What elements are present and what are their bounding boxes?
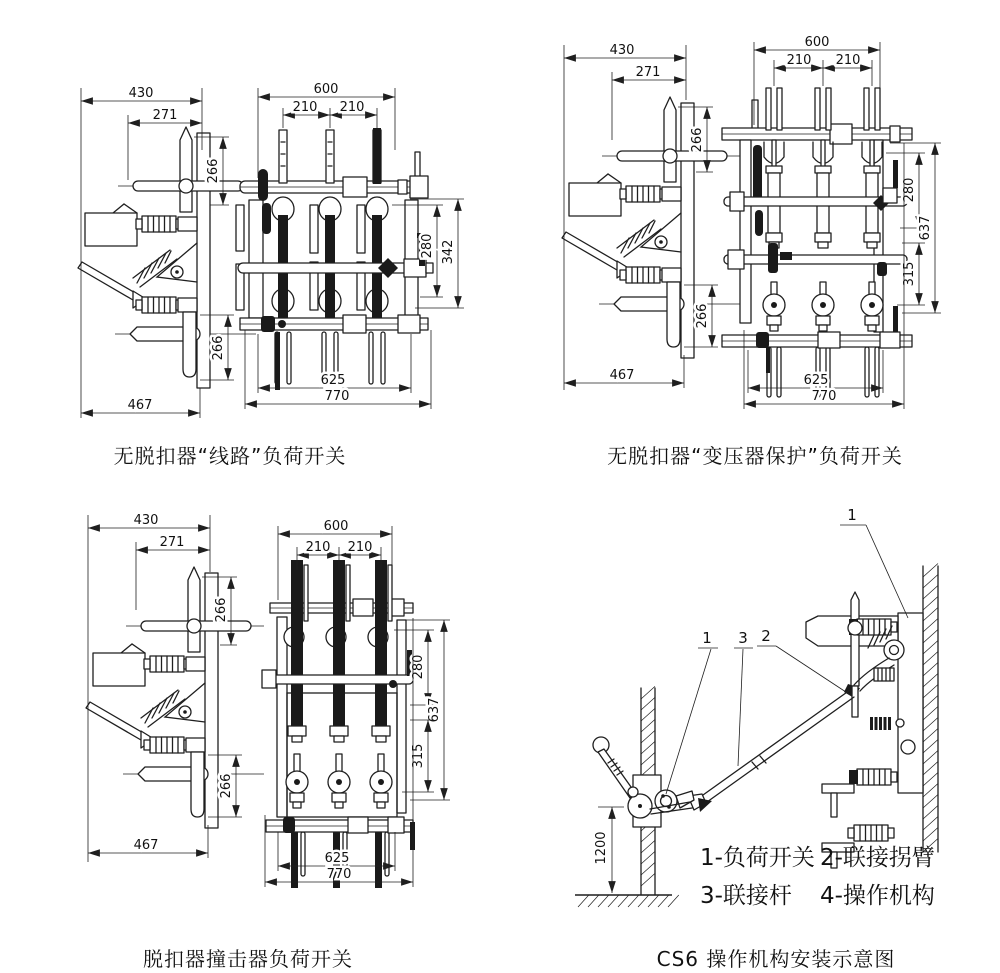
svg-text:467: 467 bbox=[133, 838, 159, 853]
svg-text:315: 315 bbox=[411, 743, 426, 769]
svg-text:266: 266 bbox=[219, 773, 234, 799]
svg-text:210: 210 bbox=[347, 540, 373, 555]
svg-text:266: 266 bbox=[690, 127, 705, 153]
dim-label-342: 342 bbox=[441, 239, 456, 265]
front-view bbox=[722, 88, 912, 397]
dim-label-266-bottom: 266 bbox=[211, 335, 226, 361]
dimensions bbox=[564, 35, 941, 409]
svg-text:280: 280 bbox=[902, 177, 917, 203]
panel-line-load-switch bbox=[0, 0, 500, 470]
dim-label-770: 770 bbox=[324, 389, 350, 404]
caption-top-right: 无脱扣器“变压器保护”负荷开关 bbox=[607, 444, 903, 468]
connecting-rod bbox=[688, 690, 854, 812]
legend-item-3: 3-联接杆 bbox=[700, 883, 792, 909]
dimension-1200 bbox=[594, 807, 624, 893]
dim-label-271: 271 bbox=[152, 108, 178, 123]
legend-item-1: 1-负荷开关 bbox=[700, 845, 815, 871]
caption-bottom-left: 脱扣器撞击器负荷开关 bbox=[143, 947, 353, 971]
svg-text:266: 266 bbox=[214, 597, 229, 623]
panel-transformer-protection-load-switch bbox=[500, 0, 1000, 470]
svg-text:210: 210 bbox=[835, 53, 861, 68]
callout-load-switch: 1 bbox=[847, 506, 857, 524]
svg-text:430: 430 bbox=[133, 513, 159, 528]
front-view bbox=[262, 560, 415, 888]
svg-text:430: 430 bbox=[609, 43, 635, 58]
operating-mechanism bbox=[593, 737, 694, 827]
caption-top-left: 无脱扣器“线路”负荷开关 bbox=[113, 444, 347, 468]
svg-text:770: 770 bbox=[811, 389, 837, 404]
dim-label-625: 625 bbox=[320, 373, 346, 388]
dim-label-280: 280 bbox=[420, 233, 435, 259]
dim-label-266-top: 266 bbox=[206, 158, 221, 184]
panel-striker-load-switch bbox=[0, 470, 500, 973]
dim-label-430: 430 bbox=[128, 86, 154, 101]
callout-mechanism: 1 bbox=[702, 629, 712, 647]
dim-label-467: 467 bbox=[127, 398, 153, 413]
callout-link-rod: 3 bbox=[738, 629, 748, 647]
front-view bbox=[236, 128, 433, 390]
svg-text:271: 271 bbox=[159, 535, 185, 550]
svg-text:600: 600 bbox=[804, 35, 830, 50]
svg-text:1200: 1200 bbox=[594, 831, 609, 865]
dim-label-210-l: 210 bbox=[292, 100, 318, 115]
callout-crank-arm: 2 bbox=[761, 627, 771, 645]
svg-text:625: 625 bbox=[324, 851, 350, 866]
svg-text:266: 266 bbox=[695, 303, 710, 329]
legend bbox=[700, 845, 935, 909]
mounting-wall bbox=[923, 564, 938, 853]
svg-text:600: 600 bbox=[323, 519, 349, 534]
callouts bbox=[666, 506, 908, 794]
svg-text:637: 637 bbox=[918, 215, 933, 241]
svg-text:770: 770 bbox=[326, 867, 352, 882]
svg-text:271: 271 bbox=[635, 65, 661, 80]
dim-label-600: 600 bbox=[313, 82, 339, 97]
legend-item-2: 2-联接拐臂 bbox=[820, 845, 935, 871]
svg-text:280: 280 bbox=[411, 654, 426, 680]
svg-text:467: 467 bbox=[609, 368, 635, 383]
load-switch bbox=[806, 592, 923, 868]
panel-cs6-mechanism bbox=[500, 470, 1000, 973]
svg-text:315: 315 bbox=[902, 261, 917, 287]
svg-text:625: 625 bbox=[803, 373, 829, 388]
dim-label-210-r: 210 bbox=[339, 100, 365, 115]
caption-bottom-right: CS6 操作机构安装示意图 bbox=[656, 947, 896, 971]
svg-text:210: 210 bbox=[786, 53, 812, 68]
svg-text:637: 637 bbox=[427, 697, 442, 723]
svg-text:210: 210 bbox=[305, 540, 331, 555]
legend-item-4: 4-操作机构 bbox=[820, 883, 935, 909]
ground bbox=[575, 895, 679, 907]
